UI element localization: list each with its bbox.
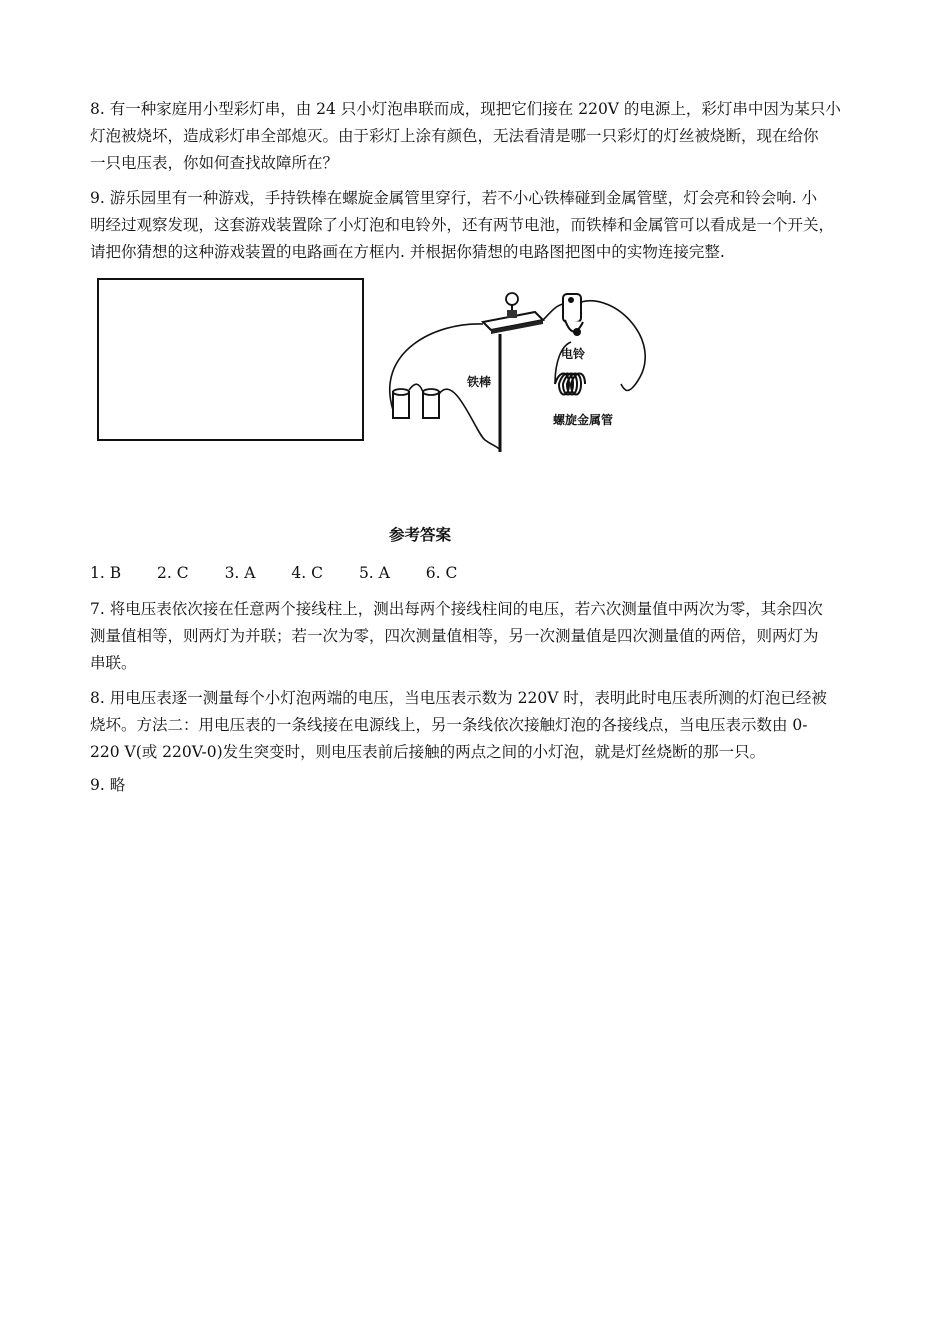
question-9-line-2: 明经过观察发现，这套游戏装置除了小灯泡和电铃外，还有两节电池，而铁棒和金属管可以看成是一个开关，: [90, 216, 835, 234]
choice-answer: 6. C: [425, 564, 458, 582]
question-9-line-3: 请把你猜想的这种游戏装置的电路画在方框内. 并根据你猜想的电路图把图中的实物连接完整.: [90, 243, 725, 261]
question-8-line-3: 一只电压表，你如何查找故障所在？: [90, 154, 339, 172]
bell-label: 电铃: [561, 347, 586, 361]
question-8-line-1: 8. 有一种家庭用小型彩灯串，由 24 只小灯泡串联而成，现把它们接在 220V 的电源上，彩灯串中因为某只小: [90, 100, 841, 118]
answer-9-text: 9. 略: [90, 776, 126, 794]
answer-8-line-2: 烧坏。方法二：用电压表的一条线接在电源线上，另一条线依次接触灯泡的各接线点，当电压表示数由 0-: [90, 716, 808, 734]
bell-icon: [563, 294, 583, 336]
answer-8: [90, 685, 870, 766]
choice-answer: 1. B: [90, 564, 122, 582]
spiral-tube-icon: [555, 374, 585, 395]
answer-7-line-1: 7. 将电压表依次接在任意两个接线柱上，测出每两个接线柱间的电压，若六次测量值中两次为零，其余四次: [90, 600, 823, 618]
lamp-icon: [483, 293, 543, 334]
answer-7: [90, 596, 870, 677]
tube-label: 螺旋金属管: [553, 413, 614, 427]
question-9: [90, 185, 870, 266]
question-8-line-2: 灯泡被烧坏，造成彩灯串全部熄灭。由于彩灯上涂有颜色，无法看清是哪一只彩灯的灯丝被烧断，现在给你: [90, 127, 819, 145]
choice-answer: 4. C: [291, 564, 323, 582]
answer-7-line-2: 测量值相等，则两灯为并联；若一次为零，四次测量值相等，另一次测量值是四次测量值的两倍，则两灯为: [90, 627, 819, 645]
battery-icon: [393, 389, 439, 418]
answer-8-line-3: 220 V(或 220V-0)发生突变时，则电压表前后接触的两点之间的小灯泡，就是灯丝烧断的那一只。: [90, 743, 766, 761]
answer-8-line-1: 8. 用电压表逐一测量每个小灯泡两端的电压，当电压表示数为 220V 时，表明此时电压表所测的灯泡已经被: [90, 689, 827, 707]
answer-key-title: 参考答案: [388, 526, 451, 544]
choice-answer: 3. A: [224, 564, 256, 582]
choice-answer: 5. A: [358, 564, 390, 582]
choice-answers: [90, 560, 488, 587]
game-apparatus-figure: [375, 282, 660, 457]
answer-7-line-3: 串联。: [90, 654, 137, 672]
rod-label: 铁棒: [467, 375, 492, 389]
answer-9: [90, 772, 870, 799]
circuit-drawing-box: [97, 278, 364, 441]
choice-answer: 2. C: [157, 564, 189, 582]
question-9-line-1: 9. 游乐园里有一种游戏，手持铁棒在螺旋金属管里穿行，若不小心铁棒碰到金属管壁，灯会亮和铃会响. 小: [90, 189, 818, 207]
question-8: [90, 96, 870, 177]
